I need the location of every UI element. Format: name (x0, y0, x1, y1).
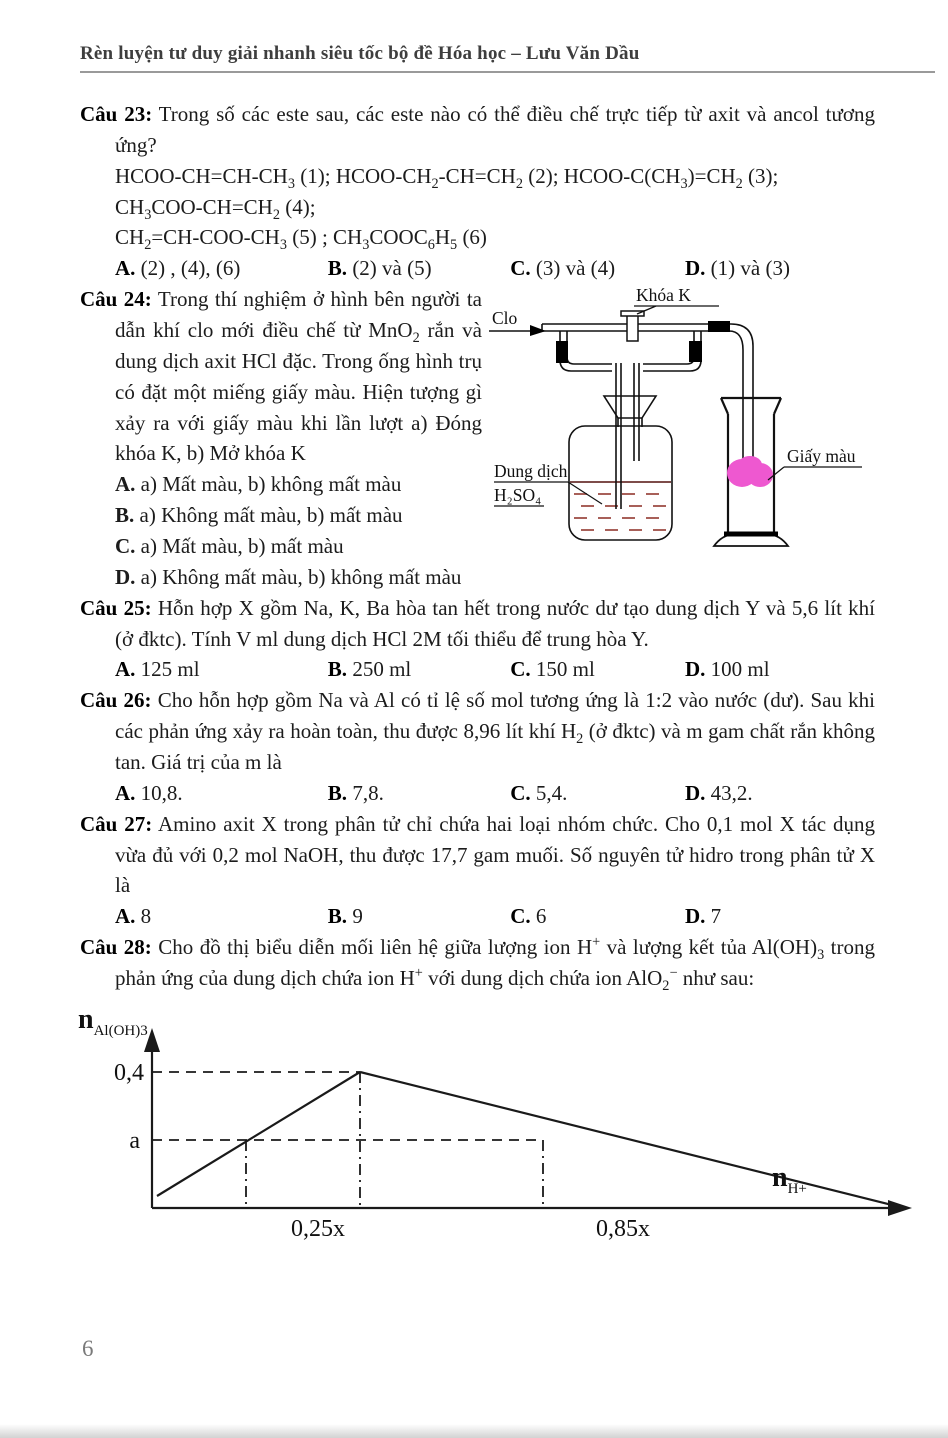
question-24-text-column (80, 284, 482, 593)
question-28-number: Câu 28: (80, 935, 152, 960)
bubbler-tubes (616, 363, 639, 509)
option-a: A. 125 ml (115, 657, 200, 682)
question-24-text: Câu 24: Trong thí nghiệm ở hình bên người ta dẫn khí clo mới điều chế từ MnO$_2$ rắn và dung dịch axit HCl đặc. Trong ống hình trụ có đặt một miếng giấy màu. Hiện tượng gì xảy ra với giấy màu khi lần lượt a) Đóng khóa K, b) Mở khóa K (80, 287, 483, 466)
solution-pointer-line (568, 482, 602, 504)
question-26-number: Câu 26: (80, 688, 152, 713)
valve-label: Khóa K (636, 285, 691, 306)
question-25-options (115, 654, 875, 685)
y-tick-0-4: 0,4 (114, 1059, 144, 1086)
option-d: D. 7 (684, 904, 722, 929)
question-23 (80, 99, 875, 284)
page-header (80, 40, 935, 73)
option-c: C. a) Mất màu, b) mất màu (115, 533, 344, 558)
chlorine-experiment-figure (484, 284, 904, 554)
question-23-formula-line: HCOO-$CH=CH-CH_3$ (1); HCOO-$CH_2-CH=CH_2$ (2); HCOO-$C(CH_3)=CH_2$ (3); (115, 163, 779, 192)
question-27-text: Câu 27: Amino axit X trong phân tử chỉ chứa hai loại nhóm chức. Cho 0,1 mol X tác dụng vừa đủ với 0,2 mol NaOH, thu được 17,7 gam muối. Số nguyên tử hidro trong phân tử X là (80, 811, 875, 898)
option-c: C. 5,4. (510, 780, 568, 805)
option-b: B. 7,8. (327, 780, 384, 805)
option-a: A. a) Mất màu, b) không mất màu (115, 472, 402, 497)
rubber-joint (556, 321, 730, 363)
y-axis-label: $n_{Al(OH)3}$ (78, 1003, 148, 1039)
question-27 (80, 809, 875, 932)
option-b: B. (2) và (5) (327, 256, 432, 281)
page-bottom-shadow (0, 1424, 948, 1438)
x-tick-0-25x: 0,25x (291, 1215, 345, 1242)
x-tick-0-85x: 0,85x (596, 1215, 650, 1242)
option-a: A. (2) , (4), (6) (115, 256, 241, 281)
option-d: D. a) Không mất màu, b) không mất màu (115, 564, 462, 589)
x-axis-label: $n_{H+}$ (772, 1161, 807, 1197)
solution-label: Dung dịch (494, 461, 568, 482)
y-tick-a: a (129, 1127, 140, 1154)
valve-pointer-line (637, 306, 656, 314)
option-a: A. 8 (115, 904, 152, 929)
question-25 (80, 593, 875, 686)
question-28-text: Câu 28: Cho đồ thị biểu diễn mối liên hệ giữa lượng ion H+ và lượng kết tủa $Al(OH)_3$ trong phản ứng của dung dịch chứa ion H+ với dung dịch chứa ion AlO$_2$− như sau: (80, 934, 876, 995)
option-c: C. 150 ml (510, 657, 595, 682)
header-title: Rèn luyện tư duy giải nhanh siêu tốc bộ đề Hóa học – Lưu Văn Dầu (80, 43, 640, 64)
question-26 (80, 685, 875, 808)
gas-inlet-label: Clo (492, 308, 518, 329)
colored-paper (727, 456, 773, 487)
question-23-formula-line: $CH_3COO-CH=CH_2$ (4); (115, 194, 316, 223)
al-oh3-vs-h-plus-chart (60, 1000, 940, 1250)
precipitate-graph (60, 1000, 875, 1259)
question-25-text: Câu 25: Hỗn hợp X gồm Na, K, Ba hòa tan hết trong nước dư tạo dung dịch Y và 5,6 lít khí (ở đktc). Tính V ml dung dịch HCl 2M tối thiểu để trung hòa Y. (80, 595, 875, 651)
question-23-formula-line: $CH_2=CH-COO-CH_3$ (5) ; $CH_3COOC_6H_5$ (6) (115, 225, 487, 254)
question-23-number: Câu 23: (80, 101, 153, 126)
x-axis-arrowhead (888, 1200, 912, 1216)
question-24-number: Câu 24: (80, 287, 152, 312)
question-26-options (115, 778, 875, 809)
page-body (80, 99, 875, 1259)
paper-label: Giấy màu (787, 446, 856, 467)
stopcock-valve (621, 311, 644, 341)
option-d: D. 100 ml (684, 657, 770, 682)
page-number: 6 (82, 1336, 94, 1361)
question-27-number: Câu 27: (80, 811, 153, 836)
option-a: A. 10,8. (115, 780, 183, 805)
option-b: B. 9 (327, 904, 363, 929)
option-d: D. 43,2. (684, 780, 753, 805)
solution-formula-label: H₂SO₄ (494, 485, 542, 506)
bottle-funnel (604, 396, 656, 418)
option-d: D. (1) và (3) (684, 256, 790, 281)
question-27-options (115, 901, 875, 932)
question-25-number: Câu 25: (80, 595, 152, 620)
option-c: C. 6 (510, 904, 547, 929)
question-23-options (115, 253, 875, 284)
option-c: C. (3) và (4) (510, 256, 616, 281)
arrowhead-icon (530, 325, 546, 336)
option-b: B. 250 ml (327, 657, 412, 682)
apparatus-diagram (482, 284, 904, 563)
question-24 (80, 284, 875, 593)
question-26-text: Câu 26: Cho hỗn hợp gồm Na và Al có tỉ lệ số mol tương ứng là 1:2 vào nước (dư). Sau khi các phản ứng xảy ra hoàn toàn, thu được 8,96 lít khí $H_2$ (ở đktc) và m gam chất rắn không tan. Giá trị của m là (80, 688, 876, 774)
question-28 (80, 932, 875, 1259)
question-23-text: Câu 23: Trong số các este sau, các este nào có thể điều chế trực tiếp từ axit và ancol tương ứng? (80, 101, 875, 157)
option-b: B. a) Không mất màu, b) mất màu (115, 503, 403, 528)
